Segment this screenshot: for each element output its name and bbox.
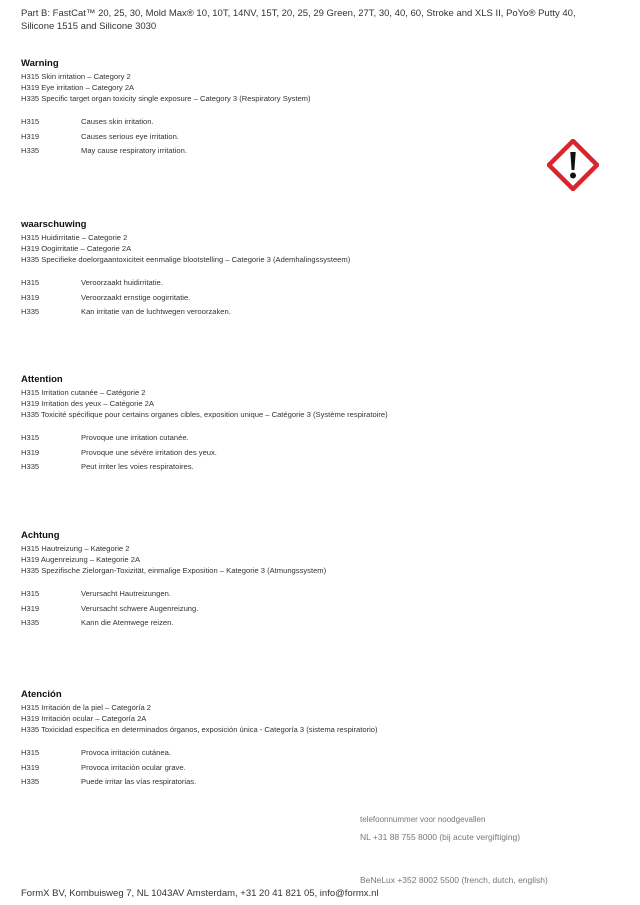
signal-word: Attention (21, 374, 63, 385)
hazard-code: H315 (21, 278, 40, 287)
hazard-statement (21, 602, 611, 617)
hazard-statement (21, 144, 611, 159)
hazard-statement (21, 431, 611, 446)
hazard-statement (21, 775, 611, 790)
company-footer: FormX BV, Kombuisweg 7, NL 1043AV Amsterdam, +31 20 41 821 05, info@formx.nl (21, 888, 379, 899)
category-line: H335 Spezifische Zielorgan-Toxizität, einmalige Exposition – Kategorie 3 (Atmungssystem) (21, 566, 327, 575)
hazard-section-spanish (21, 689, 611, 790)
emergency-phone-nl: NL +31 88 755 8000 (bij acute vergiftiging) (360, 832, 521, 842)
hazard-statement (21, 305, 611, 320)
hazard-text: May cause respiratory irritation. (81, 146, 187, 155)
hazard-statement-list (21, 587, 611, 631)
hazard-code: H335 (21, 777, 40, 786)
hazard-statement (21, 746, 611, 761)
emergency-phone-label: telefoonnummer voor noodgevallen (360, 815, 486, 824)
hazard-text: Kan irritatie van de luchtwegen veroorzaken. (81, 307, 231, 316)
category-line: H319 Augenreizung – Kategorie 2A (21, 555, 141, 564)
category-line: H319 Irritación ocular – Categoría 2A (21, 714, 147, 723)
hazard-code: H335 (21, 307, 40, 316)
category-line: H335 Toxicidad específica en determinados órganos, exposición única - Categoría 3 (sistema respiratorio) (21, 725, 378, 734)
hazard-statement (21, 460, 611, 475)
hazard-text: Verursacht schwere Augenreizung. (81, 603, 199, 613)
hazard-code: H319 (21, 762, 40, 772)
hazard-text: Provoca irritación ocular grave. (81, 762, 186, 772)
hazard-section-french (21, 374, 611, 475)
hazard-text: Provoque une irritation cutanée. (81, 433, 189, 442)
category-line: H335 Specific target organ toxicity single exposure – Category 3 (Respiratory System) (21, 94, 311, 103)
category-line: H315 Huidirritatie – Categorie 2 (21, 233, 128, 242)
hazard-statement-list (21, 431, 611, 475)
hazard-code: H319 (21, 603, 40, 613)
hazard-text: Peut irriter les voies respiratoires. (81, 462, 194, 471)
hazard-text: Causes serious eye irritation. (81, 131, 179, 141)
hazard-statement (21, 115, 611, 130)
category-line: H315 Hautreizung – Kategorie 2 (21, 544, 130, 553)
hazard-statement (21, 130, 611, 145)
hazard-statement (21, 616, 611, 631)
hazard-code: H335 (21, 462, 40, 471)
category-line: H315 Irritation cutanée – Catégorie 2 (21, 388, 146, 397)
hazard-statement-list (21, 115, 611, 159)
hazard-text: Causes skin irritation. (81, 117, 154, 126)
hazard-statement (21, 446, 611, 461)
hazard-text: Provoque une sévère irritation des yeux. (81, 447, 217, 457)
hazard-code: H315 (21, 433, 40, 442)
hazard-text: Verursacht Hautreizungen. (81, 589, 171, 598)
hazard-text: Veroorzaakt huidirritatie. (81, 278, 163, 287)
hazard-code: H315 (21, 117, 40, 126)
product-list-intro: Part B: FastCat™ 20, 25, 30, Mold Max® 10, 10T, 14NV, 15T, 20, 25, 29 Green, 27T, 30, 40, 60, Stroke and XLS II, PoYo® Putty 40, Silicone 1515 and Silicone 3030 (21, 8, 576, 32)
category-line: H315 Irritación de la piel – Categoría 2 (21, 703, 152, 712)
signal-word: Warning (21, 58, 59, 69)
category-line: H315 Skin irritation – Category 2 (21, 72, 131, 81)
hazard-code: H315 (21, 748, 40, 757)
category-line: H319 Eye irritation – Category 2A (21, 83, 135, 92)
hazard-statement-list (21, 746, 611, 790)
hazard-statement (21, 291, 611, 306)
hazard-code: H319 (21, 292, 40, 302)
category-line: H319 Oogirritatie – Categorie 2A (21, 244, 132, 253)
hazard-statement-list (21, 276, 611, 320)
signal-word: waarschuwing (21, 219, 87, 230)
hazard-statement (21, 761, 611, 776)
hazard-code: H319 (21, 131, 40, 141)
hazard-section-german (21, 530, 611, 631)
hazard-code: H335 (21, 146, 40, 155)
hazard-text: Puede irritar las vías respiratorias. (81, 777, 197, 786)
signal-word: Atención (21, 689, 62, 700)
hazard-code: H319 (21, 447, 40, 457)
signal-word: Achtung (21, 530, 60, 541)
hazard-code: H335 (21, 618, 40, 627)
hazard-section-english (21, 58, 611, 159)
ghs07-exclamation-mark-icon (547, 139, 599, 191)
category-line: H319 Irritation des yeux – Catégorie 2A (21, 399, 154, 408)
hazard-statement (21, 276, 611, 291)
hazard-text: Veroorzaakt ernstige oogirritatie. (81, 292, 191, 302)
emergency-phone-benelux: BeNeLux +352 8002 5500 (french, dutch, english) (360, 875, 548, 885)
category-line: H335 Toxicité spécifique pour certains organes cibles, exposition unique – Catégorie 3 (Système respiratoire) (21, 410, 388, 419)
hazard-text: Provoca irritación cutánea. (81, 748, 171, 757)
category-line: H335 Specifieke doelorgaantoxiciteit eenmalige blootstelling – Categorie 3 (Ademhalingssysteem) (21, 255, 351, 264)
hazard-code: H315 (21, 589, 40, 598)
hazard-text: Kann die Atemwege reizen. (81, 618, 174, 627)
hazard-statement (21, 587, 611, 602)
hazard-section-dutch (21, 219, 611, 320)
